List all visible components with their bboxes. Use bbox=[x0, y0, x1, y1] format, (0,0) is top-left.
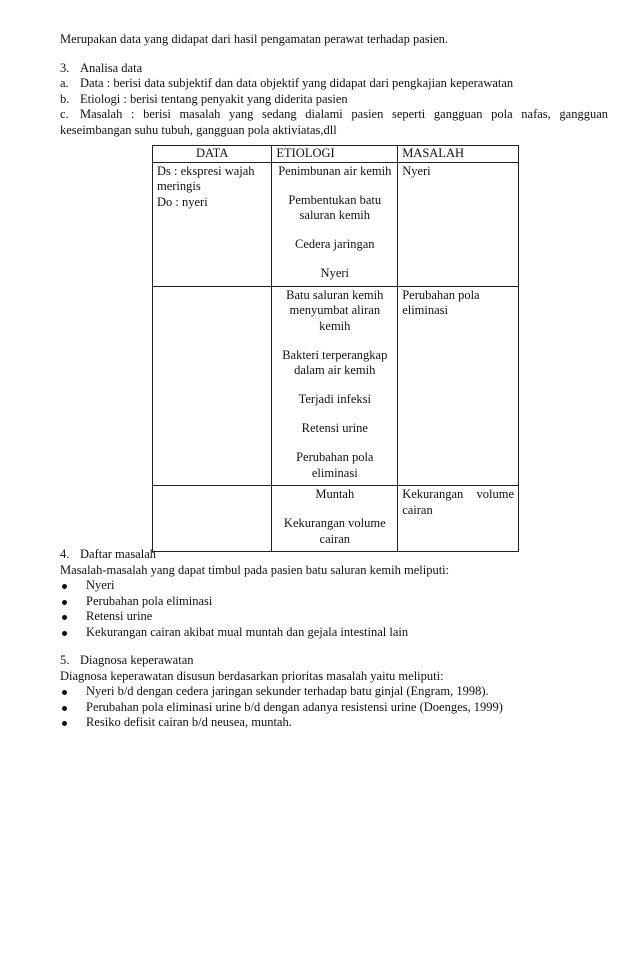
masalah-cell: Nyeri bbox=[398, 162, 519, 286]
list-item bbox=[60, 684, 608, 700]
bullet-icon bbox=[60, 594, 86, 610]
section-title: Analisa data bbox=[80, 60, 143, 75]
bullet-text: Nyeri bbox=[86, 578, 115, 592]
section-title: Daftar masalah bbox=[80, 547, 157, 561]
item-marker: b. bbox=[60, 91, 70, 106]
section-lead: Diagnosa keperawatan disusun berdasarkan prioritas masalah yaitu meliputi: bbox=[60, 668, 444, 683]
data-line: Ds : ekspresi wajah meringis bbox=[157, 163, 255, 193]
etiologi-line: Muntah bbox=[315, 487, 355, 501]
header-masalah: MASALAH bbox=[398, 146, 519, 163]
bullet-text: Resiko defisit cairan b/d neusea, muntah. bbox=[86, 715, 292, 729]
etiologi-line: Kekurangan volume cairan bbox=[283, 516, 386, 546]
intro-paragraph: Merupakan data yang didapat dari hasil pengamatan perawat terhadap pasien. bbox=[60, 32, 449, 46]
etiologi-cell bbox=[272, 162, 398, 286]
etiologi-line: Cedera jaringan bbox=[295, 237, 375, 251]
data-cell bbox=[153, 486, 272, 552]
bullet-icon bbox=[60, 625, 86, 641]
table-row bbox=[153, 286, 519, 486]
etiologi-line: Bakteri terperangkap dalam air kemih bbox=[282, 347, 388, 377]
table-header-row bbox=[153, 146, 519, 163]
masalah-cell: Kekurangan volume cairan bbox=[398, 486, 519, 552]
table-row bbox=[153, 162, 519, 286]
item-text: Etiologi : berisi tentang penyakit yang diderita pasien bbox=[80, 91, 348, 106]
list-item bbox=[60, 625, 608, 641]
lower-sections bbox=[60, 547, 608, 731]
section-5-heading bbox=[60, 653, 608, 669]
list-item bbox=[60, 92, 608, 108]
bullet-icon bbox=[60, 715, 86, 731]
bullet-icon bbox=[60, 700, 86, 716]
section-3-heading bbox=[60, 61, 608, 77]
item-marker: c. bbox=[60, 107, 69, 121]
bullet-text: Nyeri b/d dengan cedera jaringan sekunder terhadap batu ginjal (Engram, 1998). bbox=[86, 684, 489, 698]
data-cell bbox=[153, 162, 272, 286]
data-line: Do : nyeri bbox=[157, 194, 208, 209]
document-page bbox=[60, 32, 608, 138]
bullet-icon bbox=[60, 684, 86, 700]
section-lead: Masalah-masalah yang dapat timbul pada pasien batu saluran kemih meliputi: bbox=[60, 562, 450, 577]
etiologi-line: Nyeri bbox=[320, 266, 350, 280]
bullet-icon bbox=[60, 609, 86, 625]
etiologi-line: Retensi urine bbox=[301, 421, 368, 435]
section-number: 3. bbox=[60, 60, 70, 75]
list-item bbox=[60, 578, 608, 594]
list-item bbox=[60, 594, 608, 610]
header-etiologi: ETIOLOGI bbox=[272, 146, 398, 163]
section-4-heading bbox=[60, 547, 608, 563]
etiologi-cell bbox=[272, 286, 398, 486]
bullet-text: Perubahan pola eliminasi urine b/d dengan adanya resistensi urine (Doenges, 1999) bbox=[86, 699, 503, 714]
list-item bbox=[60, 715, 608, 731]
list-item bbox=[60, 609, 608, 625]
etiologi-line: Perubahan pola eliminasi bbox=[296, 450, 374, 480]
list-item bbox=[60, 107, 608, 138]
etiologi-line: Penimbunan air kemih bbox=[278, 163, 392, 178]
list-item bbox=[60, 700, 608, 716]
etiologi-line: Terjadi infeksi bbox=[298, 392, 371, 406]
bullet-text: Perubahan pola eliminasi bbox=[86, 593, 213, 608]
bullet-icon bbox=[60, 578, 86, 594]
bullet-text: Retensi urine bbox=[86, 609, 153, 623]
etiologi-cell bbox=[272, 486, 398, 552]
item-text: Masalah : berisi masalah yang sedang dialami pasien seperti gangguan pola nafas, gangguan bbox=[80, 107, 608, 121]
item-marker: a. bbox=[60, 76, 69, 90]
section-title: Diagnosa keperawatan bbox=[80, 653, 194, 667]
table-row bbox=[153, 486, 519, 552]
section-number: 5. bbox=[60, 653, 70, 667]
data-cell bbox=[153, 286, 272, 486]
bullet-text: Kekurangan cairan akibat mual muntah dan gejala intestinal lain bbox=[86, 624, 409, 639]
list-item bbox=[60, 76, 608, 92]
item-text: Data : berisi data subjektif dan data objektif yang didapat dari pengkajian keperawatan bbox=[80, 76, 514, 90]
etiologi-line: Pembentukan batu saluran kemih bbox=[288, 192, 382, 222]
header-data: DATA bbox=[153, 146, 272, 163]
analysis-table bbox=[152, 145, 519, 552]
section-number: 4. bbox=[60, 547, 70, 561]
masalah-cell: Perubahan pola eliminasi bbox=[398, 286, 519, 486]
item-text-continued: keseimbangan suhu tubuh, gangguan pola aktiviatas,dll bbox=[60, 122, 337, 137]
etiologi-line: Batu saluran kemih menyumbat aliran kemih bbox=[286, 287, 384, 333]
